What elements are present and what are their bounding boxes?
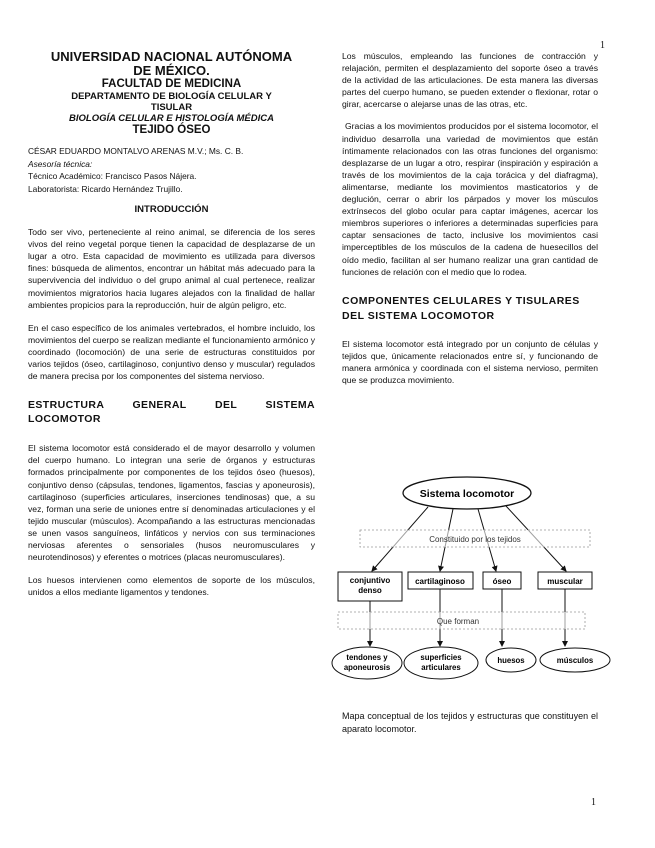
- intro-paragraph-1: Todo ser vivo, perteneciente al reino animal, se diferencia de los seres vivos del reino vegetal porque tienen la capacidad de desplazarse de un lugar a otro. Esta capacidad de movimiento es utilizada para diversos fines: búsqueda de alimentos, encontrar un hábitat más adecuado para la supervivencia del individuo o del grupo animal al cual pertenece, realizar movimientos migratorios hacia lugares alejados con la finalidad de hallar ambientes propicios para la reproducción, huir de algún peligro, etc.: [28, 227, 315, 310]
- label-forman: Que forman: [436, 617, 480, 626]
- page-number-bottom: 1: [591, 797, 596, 808]
- section-heading-estructura: ESTRUCTURA GENERAL DEL SISTEMA LOCOMOTOR: [28, 399, 315, 426]
- technician-line: Técnico Académico: Francisco Pasos Nájera.: [28, 171, 197, 181]
- subject-title: BIOLOGÍA CELULAR E HISTOLOGÍA MÉDICA: [69, 113, 274, 124]
- node-sistema-locomotor-label: Sistema locomotor: [419, 488, 515, 500]
- tissue-label-2: óseo: [492, 577, 512, 586]
- author-line: CÉSAR EDUARDO MONTALVO ARENAS M.V.; Ms. C. B.: [28, 146, 244, 156]
- faculty-name: FACULTAD DE MEDICINA: [101, 78, 242, 90]
- intro-heading: INTRODUCCIÓN: [134, 204, 209, 215]
- page-number-top: 1: [600, 40, 605, 51]
- department-line2: TISULAR: [150, 102, 193, 113]
- structure-label-1: superficies articulares: [420, 653, 462, 672]
- title-block: [28, 50, 315, 137]
- university-name-line1: UNIVERSIDAD NACIONAL AUTÓNOMA: [50, 49, 293, 64]
- left-column: [28, 50, 315, 598]
- section-heading-line1: COMPONENTES CELULARES Y TISULARES: [342, 294, 580, 307]
- structure-label-0: tendones y aponeurosis: [343, 653, 391, 672]
- department-line1: DEPARTAMENTO DE BIOLOGÍA CELULAR Y: [71, 91, 272, 102]
- tissue-label-0: conjuntivo denso: [349, 576, 391, 595]
- structure-label-3: músculos: [556, 656, 594, 665]
- authors-block: [28, 145, 315, 195]
- tissue-label-1: cartilaginoso: [415, 577, 465, 586]
- section-heading-componentes: [342, 294, 598, 324]
- estructura-paragraph-1: El sistema locomotor está considerado el de mayor desarrollo y volumen del cuerpo humano. Lo integran una serie de órganos y estructuras formados principalmente por componentes de los tejidos óseo (huesos), conjuntivo denso (cápsulas, tendones, ligamentos, fascias y aponeurosis), cartilaginoso (superficies articulares, inserciones tendinosas) que, a su vez, forman una serie de uniones entre sí denominadas articulaciones y el tejido muscular (músculos). Acompañando a las estructuras mencionadas se unen vasos sanguíneos, linfáticos y nervios con sus terminaciones nerviosas aferentes o sensoriales (husos neuromusculares y neurotendinosos) y eferentes o motrices (placas neuromusculares).: [28, 443, 315, 563]
- muscles-paragraph: Los músculos, empleando las funciones de contracción y relajación, permiten el desplazamiento del soporte óseo a través de la actividad de las articulaciones. De esta manera las diversas partes del cuerpo humano, se pueden extender o flexionar, rotar o girar, acercarse o alejarse unas de las otras, etc.: [342, 51, 598, 110]
- figure-caption: Mapa conceptual de los tejidos y estructuras que constituyen el aparato locomotor.: [342, 711, 598, 734]
- structure-label-2: huesos: [497, 656, 525, 665]
- movements-paragraph: Gracias a los movimientos producidos por el sistema locomotor, el individuo desarrolla una variedad de movimientos que están íntimamente relacionados con las otras funciones del organismo: desplazarse de un lugar a otro, respirar (inspiración y espiración a través de los movimientos de la caja torácica y del diafragma), alimentarse, mediante los movimientos masticatorios y de deglución, cerrar o abrir los párpados y mover los músculos extrínsecos del globo ocular para captar imágenes, acercar los miembros superiores o inferiores a determinadas superficies para captar sensaciones de tacto, inclusive los movimientos casi imperceptibles de los músculos de la cadena de huesecillos del oído medio, facilitan al ser humano realizar una gran cantidad de funciones de relación con el medio que lo rodea.: [342, 121, 598, 277]
- topic-title: TEJIDO ÓSEO: [132, 124, 211, 136]
- label-constituido: Constituido por los tejidos: [429, 535, 521, 544]
- intro-paragraph-2: En el caso específico de los animales vertebrados, el hombre incluido, los movimientos del cuerpo se realizan mediante el funcionamiento armónico y coordinado (locomoción) de una serie de estructuras constituidos por varios tejidos (óseo, cartilaginoso, conjuntivo denso y muscular) regulados de manera precisa por los componentes del sistema nervioso.: [28, 322, 315, 382]
- lab-tech-line: Laboratorista: Ricardo Hernández Trujillo.: [28, 183, 183, 194]
- section-heading-line2: DEL SISTEMA LOCOMOTOR: [342, 309, 495, 322]
- components-paragraph: El sistema locomotor está integrado por un conjunto de células y tejidos que, únicamente relacionados entre sí, y funcionando de manera armónica y coordinada con el sistema nervioso, permiten que se produzca movimiento.: [342, 338, 598, 385]
- tissue-label-3: muscular: [547, 577, 583, 586]
- university-name-line2: DE MÉXICO.: [133, 63, 210, 78]
- technical-advice-label: Asesoría técnica:: [28, 158, 93, 169]
- right-column: [342, 50, 598, 386]
- estructura-paragraph-2: Los huesos intervienen como elementos de soporte de los músculos, unidos a ellos mediante ligamentos y tendones.: [28, 575, 315, 598]
- concept-map-diagram: [328, 468, 615, 698]
